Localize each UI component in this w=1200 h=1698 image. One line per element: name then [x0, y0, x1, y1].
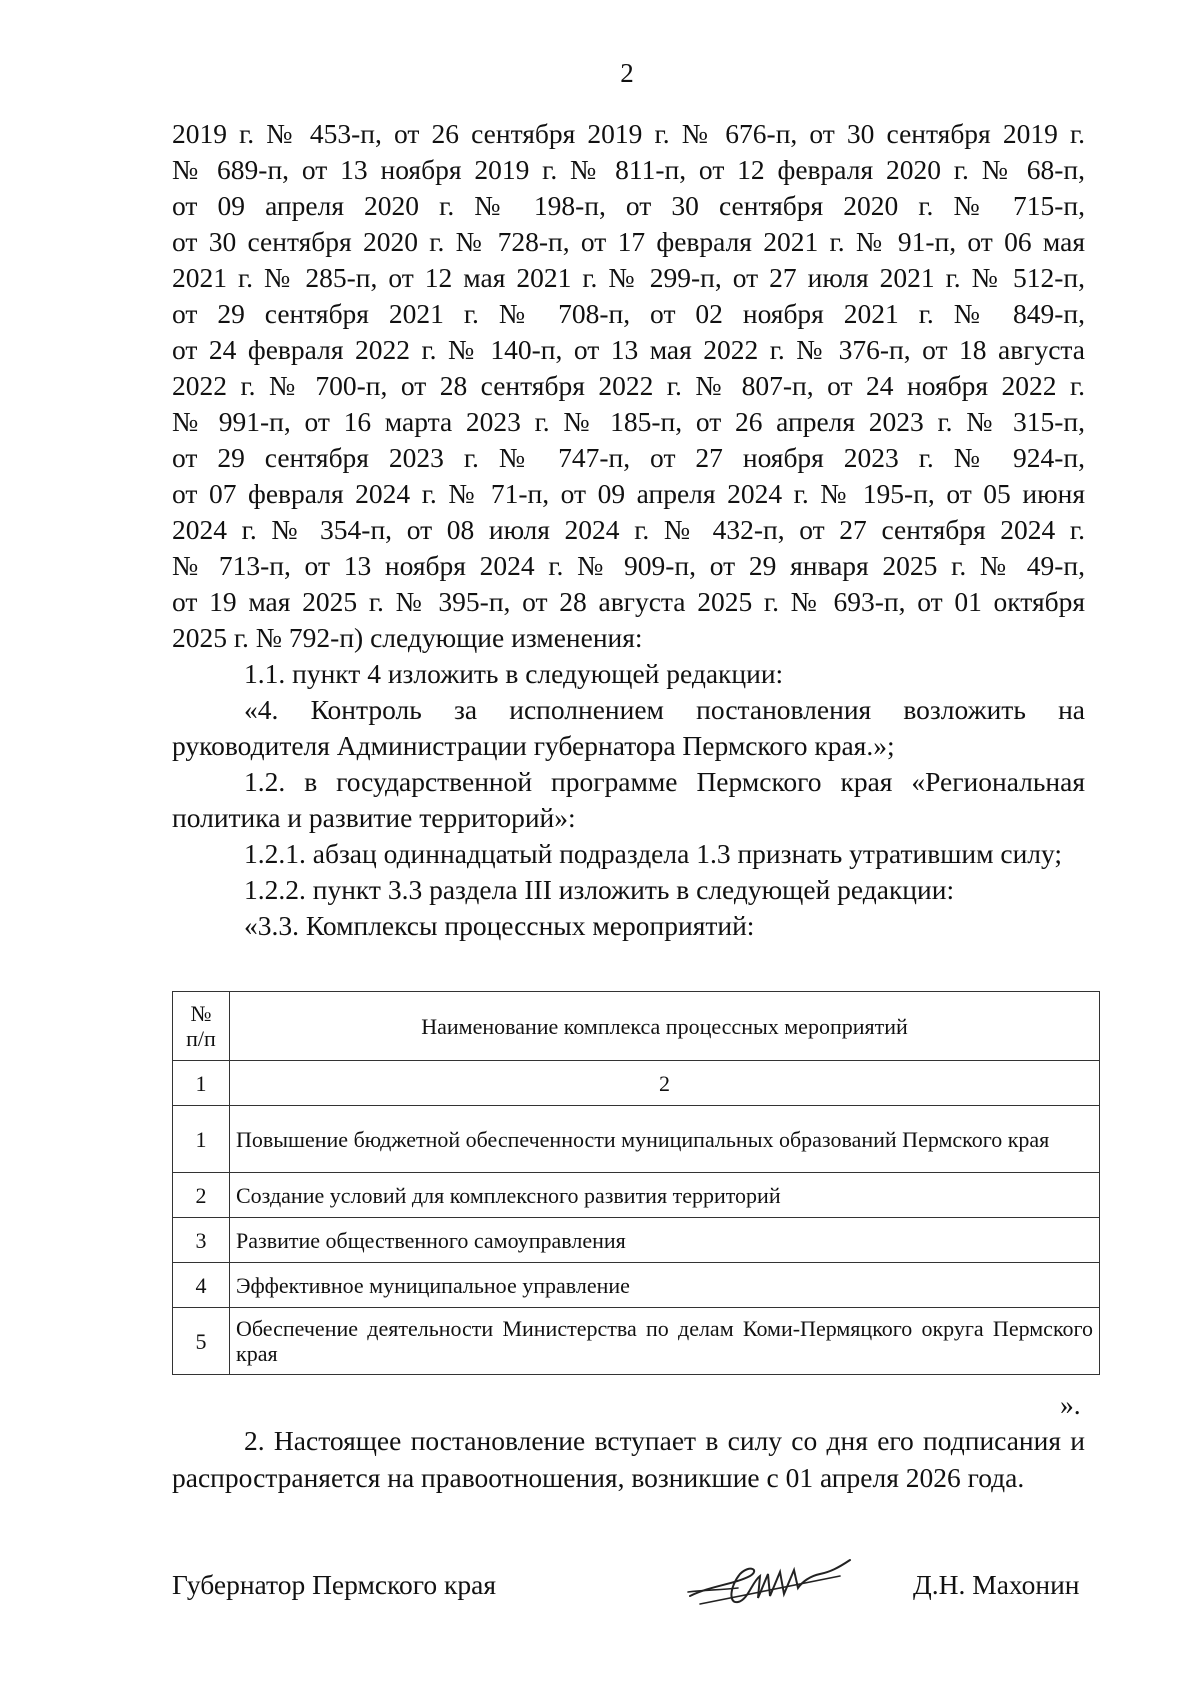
header-number: № п/п	[173, 992, 230, 1061]
reference-line: от 09 апреля 2020 г. № 198-п, от 30 сентября 2020 г. № 715-п,	[172, 190, 1085, 221]
item-1-1: 1.1. пункт 4 изложить в следующей редакции:	[244, 658, 784, 689]
table-row	[173, 1173, 1100, 1218]
item-1-2: 1.2. в государственной программе Пермского края «Региональная политика и развитие территорий»:	[172, 766, 1085, 833]
table-row	[173, 1106, 1100, 1173]
document-body	[172, 116, 1085, 944]
page-number: 2	[620, 58, 634, 88]
process-measures-table	[172, 991, 1100, 1375]
row-number: 5	[173, 1308, 230, 1375]
header-name: Наименование комплекса процессных мероприятий	[230, 992, 1100, 1061]
item-1-2-2: 1.2.2. пункт 3.3 раздела III изложить в следующей редакции:	[244, 874, 955, 905]
row-number: 1	[173, 1106, 230, 1173]
table-row	[173, 1308, 1100, 1375]
row-number: 2	[173, 1173, 230, 1218]
row-name: Развитие общественного самоуправления	[230, 1218, 1100, 1263]
amendment-references	[172, 116, 1085, 656]
row-number: 3	[173, 1218, 230, 1263]
reference-line: от 19 мая 2025 г. № 395-п, от 28 августа 2025 г. № 693-п, от 01 октября	[172, 586, 1085, 617]
signatory-title: Губернатор Пермского края	[172, 1569, 496, 1600]
reference-line: от 07 февраля 2024 г. № 71-п, от 09 апреля 2024 г. № 195-п, от 05 июня	[172, 478, 1085, 509]
row-name: Эффективное муниципальное управление	[230, 1263, 1100, 1308]
section-3-3-heading: «3.3. Комплексы процессных мероприятий:	[244, 910, 755, 941]
reference-line: от 30 сентября 2020 г. № 728-п, от 17 февраля 2021 г. № 91-п, от 06 мая	[172, 226, 1085, 257]
reference-line: от 24 февраля 2022 г. № 140-п, от 13 мая 2022 г. № 376-п, от 18 августа	[172, 334, 1085, 365]
row-name: Повышение бюджетной обеспеченности муниципальных образований Пермского края	[230, 1106, 1100, 1173]
reference-line: 2025 г. № 792-п) следующие изменения:	[172, 622, 643, 653]
row-name: Обеспечение деятельности Министерства по делам Коми-Пермяцкого округа Пермского края	[230, 1308, 1100, 1375]
reference-line: 2022 г. № 700-п, от 28 сентября 2022 г. № 807-п, от 24 ноября 2022 г.	[172, 370, 1085, 401]
index-name: 2	[230, 1061, 1100, 1106]
reference-line: № 689-п, от 13 ноября 2019 г. № 811-п, от 12 февраля 2020 г. № 68-п,	[172, 154, 1085, 185]
reference-line: 2021 г. № 285-п, от 12 мая 2021 г. № 299-п, от 27 июля 2021 г. № 512-п,	[172, 262, 1085, 293]
table-row	[173, 1263, 1100, 1308]
reference-line: № 991-п, от 16 марта 2023 г. № 185-п, от 26 апреля 2023 г. № 315-п,	[172, 406, 1085, 437]
index-number: 1	[173, 1061, 230, 1106]
table-row	[173, 1218, 1100, 1263]
reference-line: 2019 г. № 453-п, от 26 сентября 2019 г. № 676-п, от 30 сентября 2019 г.	[172, 118, 1085, 149]
reference-line: от 29 сентября 2021 г. № 708-п, от 02 ноября 2021 г. № 849-п,	[172, 298, 1085, 329]
reference-line: от 29 сентября 2023 г. № 747-п, от 27 ноября 2023 г. № 924-п,	[172, 442, 1085, 473]
table-header-row	[173, 992, 1100, 1061]
paragraph-2-text: 2. Настоящее постановление вступает в силу со дня его подписания и распространяется на правоотношения, возникшие с 01 апреля 2026 года.	[172, 1425, 1085, 1493]
item-1-1-text: «4. Контроль за исполнением постановления возложить на руководителя Администрации губернатора Пермского края.»;	[172, 694, 1085, 761]
reference-line: № 713-п, от 13 ноября 2024 г. № 909-п, от 29 января 2025 г. № 49-п,	[172, 550, 1085, 581]
signatory-name: Д.Н. Махонин	[913, 1569, 1080, 1600]
paragraph-2	[172, 1422, 1085, 1496]
row-name: Создание условий для комплексного развития территорий	[230, 1173, 1100, 1218]
reference-line: 2024 г. № 354-п, от 08 июля 2024 г. № 432-п, от 27 сентября 2024 г.	[172, 514, 1085, 545]
item-1-2-1: 1.2.1. абзац одиннадцатый подраздела 1.3 признать утратившим силу;	[244, 838, 1063, 869]
row-number: 4	[173, 1263, 230, 1308]
table-index-row	[173, 1061, 1100, 1106]
handwritten-signature	[680, 1546, 860, 1616]
closing-quote: ».	[1060, 1389, 1081, 1420]
